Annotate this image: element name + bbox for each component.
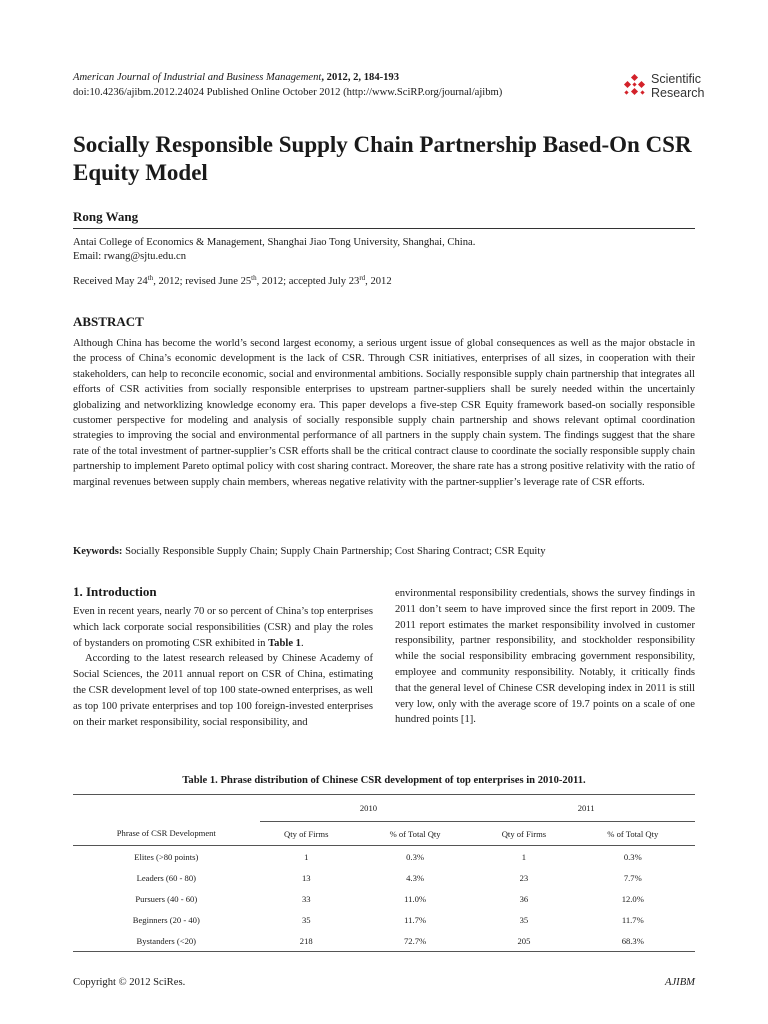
email-line (73, 250, 695, 264)
column-header: Qty of Firms (477, 822, 570, 846)
csr-distribution-table (73, 794, 695, 952)
table-cell: Pursuers (40 - 60) (135, 893, 198, 904)
table-row (73, 930, 695, 952)
table-cell: Bystanders (<20) (73, 930, 260, 952)
table-year-row (73, 795, 695, 822)
left-column (73, 604, 373, 730)
table-cell: 33 (301, 893, 311, 904)
table-cell: 23 (519, 872, 529, 883)
table-cell: 1 (521, 851, 527, 862)
abstract-heading: ABSTRACT (73, 314, 144, 329)
keywords-text: Socially Responsible Supply Chain; Supply Chain Partnership; Cost Sharing Contract; CSR Equity (122, 546, 546, 557)
table-cell: 72.7% (353, 930, 477, 952)
doi-line: doi:10.4236/ajibm.2012.24024 Published Online October 2012 (http://www.SciRP.org/journal/ajibm) (73, 87, 503, 98)
affiliation: Antai College of Economics & Management, Shanghai Jiao Tong University, Shanghai, China. (73, 237, 476, 248)
received-sup: th (147, 274, 154, 282)
scientific-research-logo (622, 70, 705, 104)
received-dates (73, 275, 695, 289)
column-header: % of Total Qty (353, 822, 477, 846)
table-header-row (73, 822, 695, 846)
intro-p1-text: Even in recent years, nearly 70 or so percent of China’s top enterprises which lack corporate social responsibilities (CSR) and play the roles of bystanders on promoting CSR exhibited in (73, 606, 373, 649)
journal-abbreviation-footer: AJIBM (665, 977, 695, 988)
abstract-text: Although China has become the world’s second largest economy, a serious urgent issue of global consequences as well as the major obstacle in the process of China’s economic development is the lack of CSR. Through CSR initiatives, enterprises of all sizes, in cooperation with their stakeholders, can help to reconcile economic, social and environmental ambitions. Socially responsible supply chain partnership that integrates all efforts of CSR activities from socially responsible enterprises to upstream partner-suppliers shall be surely needed within the uncertainly globalizing and networklizing knowledge economy era. This paper develops a five-step CSR Equity framework based-on socially responsible customer perspective for modeling and analysis of socially responsible supply chain partnership and shows relevant optimal coordination strategies to improving the social and environmental performance of all partners in the supply chain system. The findings suggest that the share rate of the total investment of partner-supplier’s CSR efforts shall be the critical contract clause to coordinate the socially responsible supply chain partnership to implement Pareto optimal policy with cost sharing contract. Moreover, the share rate has a strong positive relativity with the ratio of marginal revenues between supply chain members, whereas negative relativity with the partner-supplier’s leverage rate of CSR efforts. (73, 338, 695, 488)
table-cell: 36 (519, 893, 529, 904)
intro-paragraph-2: According to the latest research released by Chinese Academy of Social Sciences, the 2011 annual report on CSR of China, estimating the CSR development level of top 100 state-owned enterprises, as well as top 100 private enterprises and top 100 foreign-invested enterprises on their market responsibility, social responsibility, and (73, 653, 373, 728)
table-cell: 7.7% (623, 872, 642, 883)
year-2010-header: 2010 (260, 795, 478, 822)
table-cell: 11.7% (404, 914, 427, 925)
table-cell: 12.0% (621, 893, 644, 904)
email-address[interactable]: rwang@sjtu.edu.cn (103, 251, 187, 262)
revised-sup: th (251, 274, 257, 282)
revised-date: , 2012; revised June 25 (153, 276, 252, 287)
journal-volume: , 2012, 2, 184-193 (321, 72, 400, 83)
table-row (73, 846, 695, 868)
intro-paragraph-3: environmental responsibility credentials, shows the survey findings in 2011 don’t seem to have improved since the first report in 2009. The 2011 report estimates the market responsibility involved in customer responsibility, partner responsibility, and stockholder responsibility while the social responsibility embracing government responsibility, employee and community responsibility. Notably, it critically finds that the general level of Chinese CSR developing index in 2011 is still very low, only with the average score of 19.7 points on a scale of one hundred points [1]. (395, 588, 695, 726)
table-cell: 11.7% (621, 914, 644, 925)
accepted-year: , 2012 (365, 276, 392, 287)
table-cell: 35 (519, 914, 529, 925)
keywords-label: Keywords: (73, 546, 123, 557)
table-cell: 0.3% (623, 851, 642, 862)
column-header: % of Total Qty (571, 822, 695, 846)
table-cell: 0.3% (406, 851, 425, 862)
right-column (395, 586, 695, 728)
table-cell: 35 (301, 914, 311, 925)
intro-p1-end: . (300, 637, 304, 649)
author-affiliation-block (73, 236, 695, 264)
table-cell: Elites (>80 points) (134, 851, 199, 862)
table-cell: 13 (301, 872, 311, 883)
header-divider (73, 228, 695, 229)
journal-header (73, 70, 593, 100)
table-cell: 68.3% (571, 930, 695, 952)
accepted-sup: rd (359, 274, 366, 282)
keywords (73, 545, 695, 559)
table-corner-cell (73, 795, 260, 822)
table-cell: 218 (260, 930, 353, 952)
email-label: Email: (73, 251, 104, 262)
logo-line-2: Research (651, 86, 705, 100)
accepted-date: , 2012; accepted July 23 (256, 276, 360, 287)
column-header: Qty of Firms (260, 822, 353, 846)
journal-citation (73, 70, 593, 85)
logo-text (651, 72, 705, 100)
logo-line-1: Scientific (651, 72, 702, 86)
table-1-reference[interactable]: Table 1 (268, 637, 301, 649)
table-row (73, 909, 695, 930)
table-cell: 1 (304, 851, 309, 862)
publisher-logo-icon (622, 73, 648, 99)
table-cell: Beginners (20 - 40) (132, 914, 200, 925)
author-name: Rong Wang (73, 209, 139, 224)
table-cell: Leaders (60 - 80) (136, 872, 196, 883)
column-header: Phrase of CSR Development (73, 822, 260, 846)
table-caption: Table 1. Phrase distribution of Chinese CSR development of top enterprises in 2010-2011. (182, 775, 586, 786)
table-row (73, 867, 695, 888)
section-heading-introduction: 1. Introduction (73, 584, 157, 599)
table-cell: 205 (477, 930, 570, 952)
copyright-footer: Copyright © 2012 SciRes. (73, 977, 186, 988)
intro-paragraph-1 (73, 604, 373, 651)
table-row (73, 888, 695, 909)
table-cell: 11.0% (404, 893, 427, 904)
table-cell: 4.3% (406, 872, 425, 883)
year-2011-header: 2011 (477, 795, 695, 822)
received-date: Received May 24 (73, 276, 148, 287)
paper-title: Socially Responsible Supply Chain Partnership Based-On CSR Equity Model (73, 132, 692, 185)
journal-name: American Journal of Industrial and Business Management (73, 72, 322, 83)
